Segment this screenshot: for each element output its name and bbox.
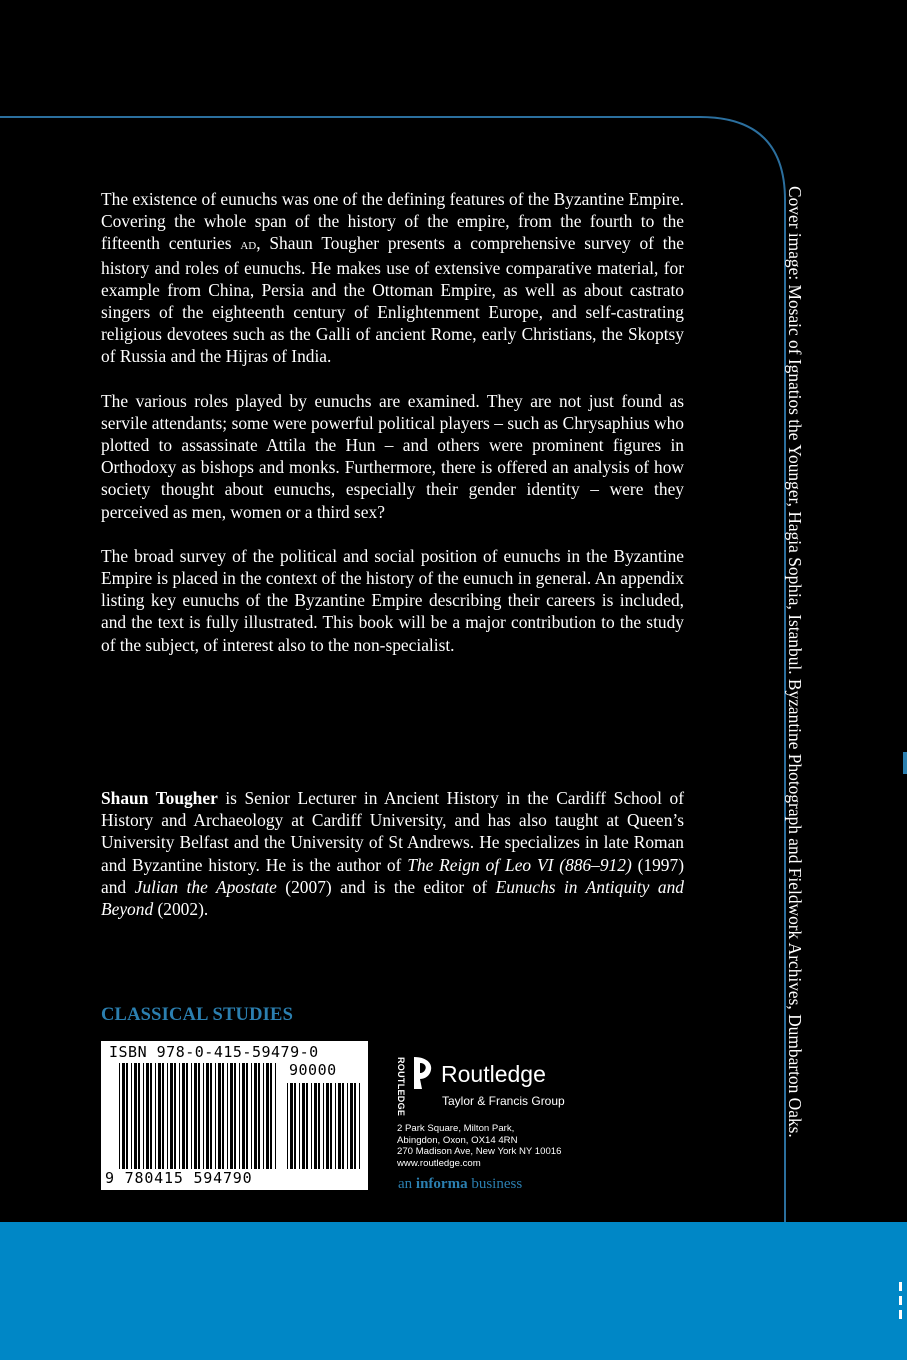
address-line: 2 Park Square, Milton Park,: [397, 1123, 515, 1134]
blurb-paragraph-3: The broad survey of the political and social position of eunuchs in the Byzantine Empire is placed in the context of the history of the eunuch in general. An appendix listing key eunuchs of the Byzantine Empire describing their careers is included, and the text is fully illustrated. This book will be a major contribution to the study of the subject, of interest also to the non-specialist.: [101, 545, 684, 655]
isbn-barcode: [101, 1041, 368, 1190]
price-code: 90000: [289, 1061, 337, 1079]
publisher-vertical-mark: ROUTLEDGE: [396, 1057, 406, 1117]
ean-digits: 9 780415 594790: [105, 1169, 253, 1187]
address-line: Abingdon, Oxon, OX14 4RN: [397, 1134, 518, 1146]
blurb-paragraph-1: The existence of eunuchs was one of the defining features of the Byzantine Empire. Covering the whole span of the history of the empire, from the fourth to the fifteenth centuries ad, Shaun Tougher presents a comprehensive survey of the history and roles of eunuchs. He makes use of extensive comparative material, for example from China, Persia and the Ottoman Empire, as well as about castrato singers of the eighteenth century of Enlightenment Europe, and self-castrating religious devotees such as the Galli of ancient Rome, early Christians, the Skoptsy of Russia and the Hijras of India.: [101, 189, 685, 367]
book-title-3: Eunuchs in Antiquity and Beyond: [101, 876, 684, 920]
author-bio: Shaun Tougher is Senior Lecturer in Ancient History in the Cardiff School of History and Archaeology at Cardiff University, and has also taught at Queen’s University Belfast and the University of St Andrews. He specializes in late Roman and Byzantine history. He is the author of The Reign of Leo VI (886–912) (1997) and Julian the Apostate (2007) and is the editor of Eunuchs in Antiquity and Beyond (2002).: [101, 788, 684, 920]
publisher-address: [397, 1123, 657, 1169]
publisher-group: Taylor & Francis Group: [442, 1094, 565, 1108]
edge-tab: [903, 752, 907, 774]
address-line: www.routledge.com: [397, 1157, 481, 1169]
book-title-1: The Reign of Leo VI (886–912): [407, 854, 632, 875]
publisher-name: Routledge: [441, 1061, 546, 1087]
informa-tagline: an informa business: [398, 1176, 523, 1192]
bottom-color-band: [0, 1222, 907, 1360]
back-cover-blurb: [101, 188, 684, 678]
cover-image-credit: Cover image: Mosaic of Ignatios the Younger, Hagia Sophia, Istanbul. Byzantine Photograph and Fieldwork Archives, Dumbarton Oaks.: [785, 186, 805, 1138]
routledge-logo-icon: [408, 1055, 440, 1091]
book-title-2: Julian the Apostate: [134, 876, 277, 897]
series-label: CLASSICAL STUDIES: [101, 1005, 294, 1025]
spine-edge-marks: [897, 1282, 907, 1322]
author-name: Shaun Tougher: [101, 788, 218, 808]
isbn-text: ISBN 978-0-415-59479-0: [109, 1043, 319, 1061]
blurb-paragraph-2: The various roles played by eunuchs are examined. They are not just found as servile attendants; some were powerful political players – such as Chrysaphius who plotted to assassinate Attila the Hun – and others were prominent figures in Orthodoxy as bishops and monks. Furthermore, there is offered an analysis of how society thought about eunuchs, especially their gender identity – were they perceived as men, women or a third sex?: [101, 390, 684, 522]
address-line: 270 Madison Ave, New York NY 10016: [397, 1146, 562, 1158]
